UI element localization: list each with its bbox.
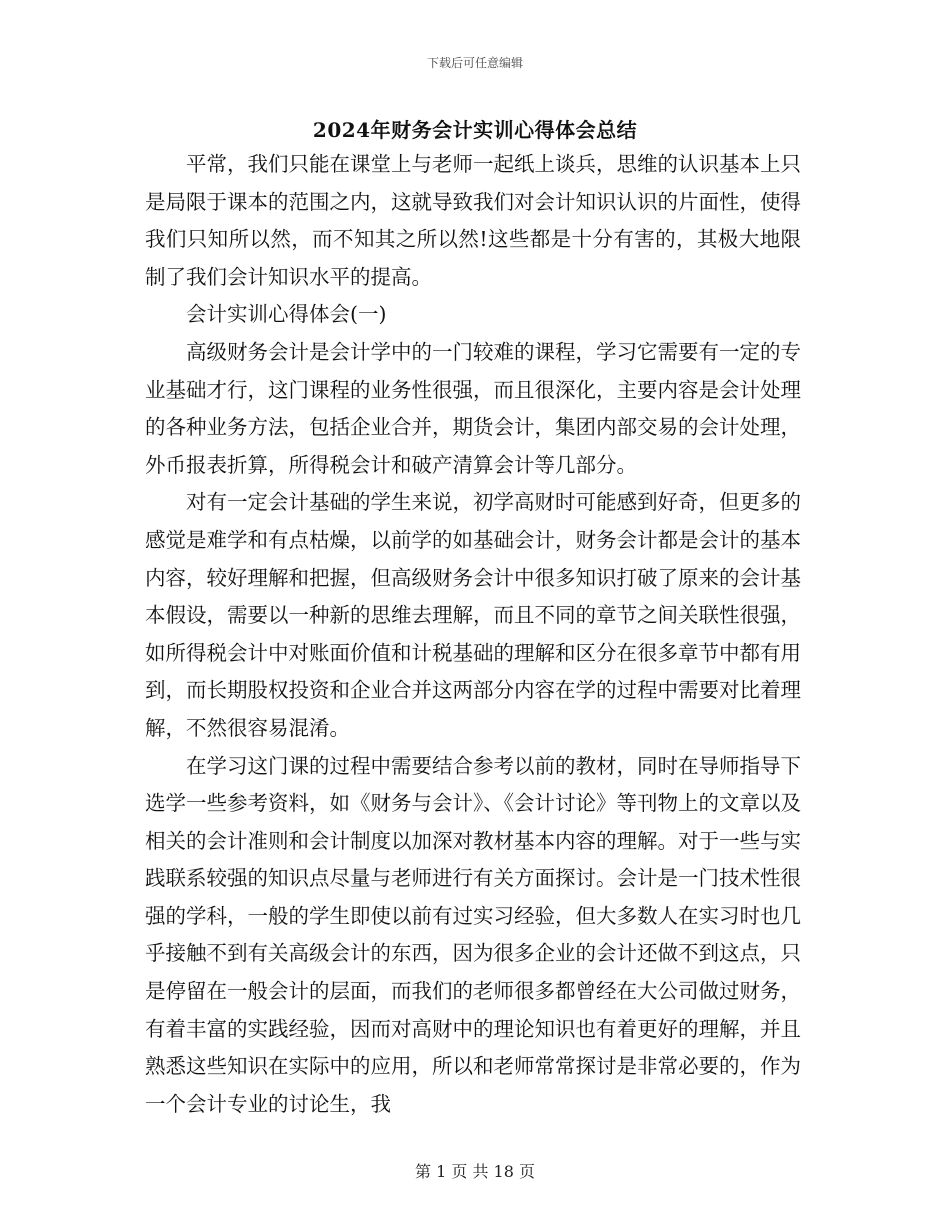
paragraph-course-overview: 高级财务会计是会计学中的一门较难的课程，学习它需要有一定的专业基础才行，这门课程的业务性很强，而且很深化，主要内容是会计处理的各种业务方法，包括企业合并，期货会计，集团内部交易的会计处理，外币报表折算，所得税会计和破产清算会计等几部分。 [145, 339, 801, 477]
page-number-footer: 第 1 页 共 18 页 [415, 1162, 535, 1181]
document-title: 2024年财务会计实训心得体会总结 [312, 118, 638, 142]
section-heading: 会计实训心得体会(一) [186, 302, 387, 327]
paragraph-study-method: 在学习这门课的过程中需要结合参考以前的教材，同时在导师指导下选学一些参考资料，如《财务与会计》、《会计讨论》等刊物上的文章以及相关的会计准则和会计制度以加深对教材基本内容的理解。对于一些与实践联系较强的知识点尽量与老师进行有关方面探讨。会计是一门技术性很强的学科，一般的学生即使以前有过实习经验，但大多数人在实习时也几乎接触不到有关高级会计的东西，因为很多企业的会计还做不到这点，只是停留在一般会计的层面，而我们的老师很多都曾经在大公司做过财务，有着丰富的实践经验，因而对高财中的理论知识也有着更好的理解，并且熟悉这些知识在实际中的应用，所以和老师常常探讨是非常必要的，作为一个会计专业的讨论生，我 [145, 753, 801, 1116]
paragraph-intro: 平常，我们只能在课堂上与老师一起纸上谈兵，思维的认识基本上只是局限于课本的范围之内，这就导致我们对会计知识认识的片面性，使得我们只知所以然，而不知其之所以然!这些都是十分有害的，其极大地限制了我们会计知识水平的提高。 [145, 152, 801, 289]
page-header-note: 下载后可任意编辑 [426, 56, 523, 70]
paragraph-learning-difficulty: 对有一定会计基础的学生来说，初学高财时可能感到好奇，但更多的感觉是难学和有点枯燥，以前学的如基础会计，财务会计都是会计的基本内容，较好理解和把握，但高级财务会计中很多知识打破了原来的会计基本假设，需要以一种新的思维去理解，而且不同的章节之间关联性很强，如所得税会计中对账面价值和计税基础的理解和区分在很多章节中都有用到，而长期股权投资和企业合并这两部分内容在学的过程中需要对比着理解，不然很容易混淆。 [145, 490, 801, 740]
document-body [145, 146, 801, 1123]
